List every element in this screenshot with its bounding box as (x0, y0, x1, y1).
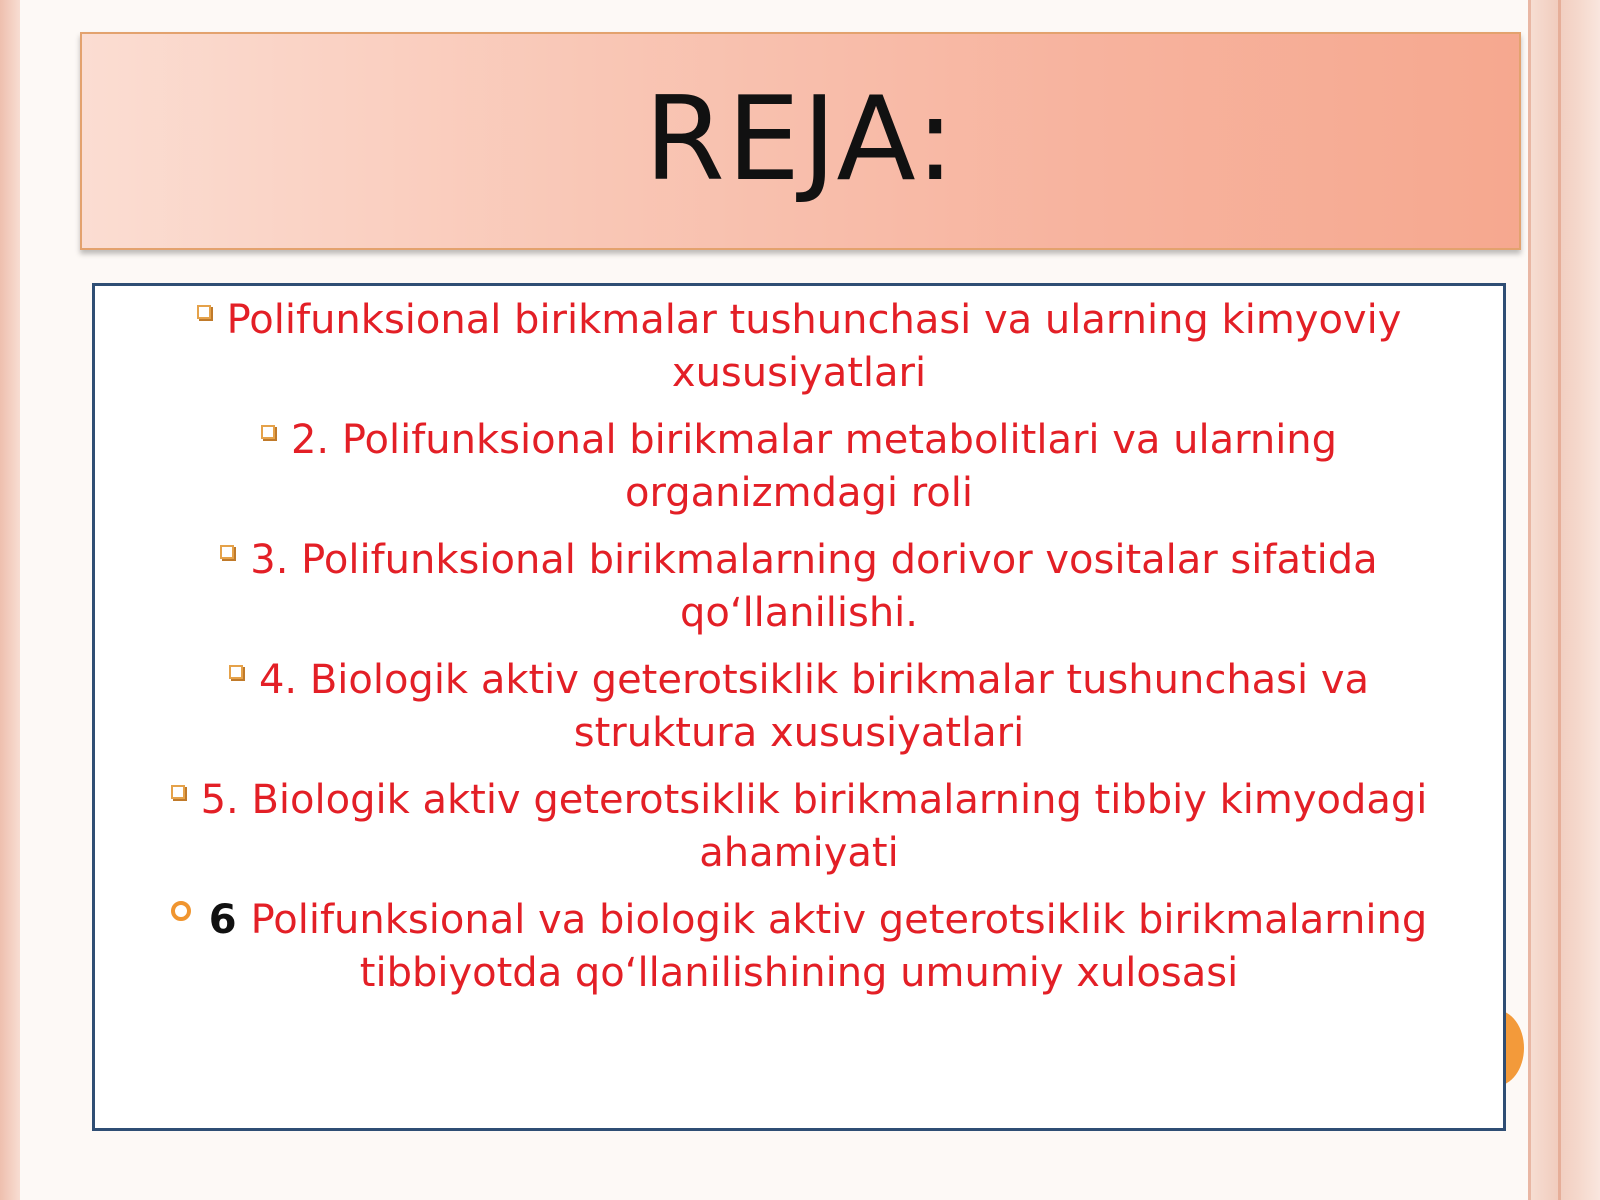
item-line1: 3. Polifunksional birikmalarning dorivor vositalar sifatida (250, 537, 1378, 583)
list-item (95, 894, 1503, 1000)
slide-frame-left (0, 0, 20, 1200)
square-bullet-icon (261, 425, 275, 439)
frame-line (1528, 0, 1531, 1200)
item-line1: Polifunksional birikmalar tushunchasi va ularning kimyoviy (226, 297, 1402, 343)
list-item (95, 414, 1503, 520)
item-line1: 5. Biologik aktiv geterotsiklik birikmalarning tibbiy kimyodagi (200, 777, 1428, 823)
item-number: 6 (208, 897, 237, 943)
slide-frame-right (1528, 0, 1600, 1200)
content-box (92, 283, 1506, 1131)
circle-bullet-icon (171, 901, 191, 921)
list-item (95, 654, 1503, 760)
item-line2: ahamiyati (699, 830, 899, 876)
item-line2: tibbiyotda qo‘llanilishining umumiy xulosasi (359, 950, 1239, 996)
item-line2: struktura xususiyatlari (573, 710, 1025, 756)
list-item (95, 294, 1503, 400)
item-line1: 4. Biologik aktiv geterotsiklik birikmalar tushunchasi va (258, 657, 1370, 703)
list-item (95, 774, 1503, 880)
slide-title: REJA: (644, 72, 957, 207)
item-line2: organizmdagi roli (625, 470, 973, 516)
frame-line (1558, 0, 1561, 1200)
item-line1: 2. Polifunksional birikmalar metabolitlari va ularning (290, 417, 1338, 463)
title-banner (80, 32, 1521, 250)
square-bullet-icon (220, 545, 234, 559)
item-line2: xususiyatlari (671, 350, 927, 396)
item-line2: qo‘llanilishi. (679, 590, 919, 636)
item-line1: Polifunksional va biologik aktiv geterotsiklik birikmalarning (250, 897, 1428, 943)
square-bullet-icon (197, 305, 211, 319)
square-bullet-icon (229, 665, 243, 679)
square-bullet-icon (171, 785, 185, 799)
list-item (95, 534, 1503, 640)
